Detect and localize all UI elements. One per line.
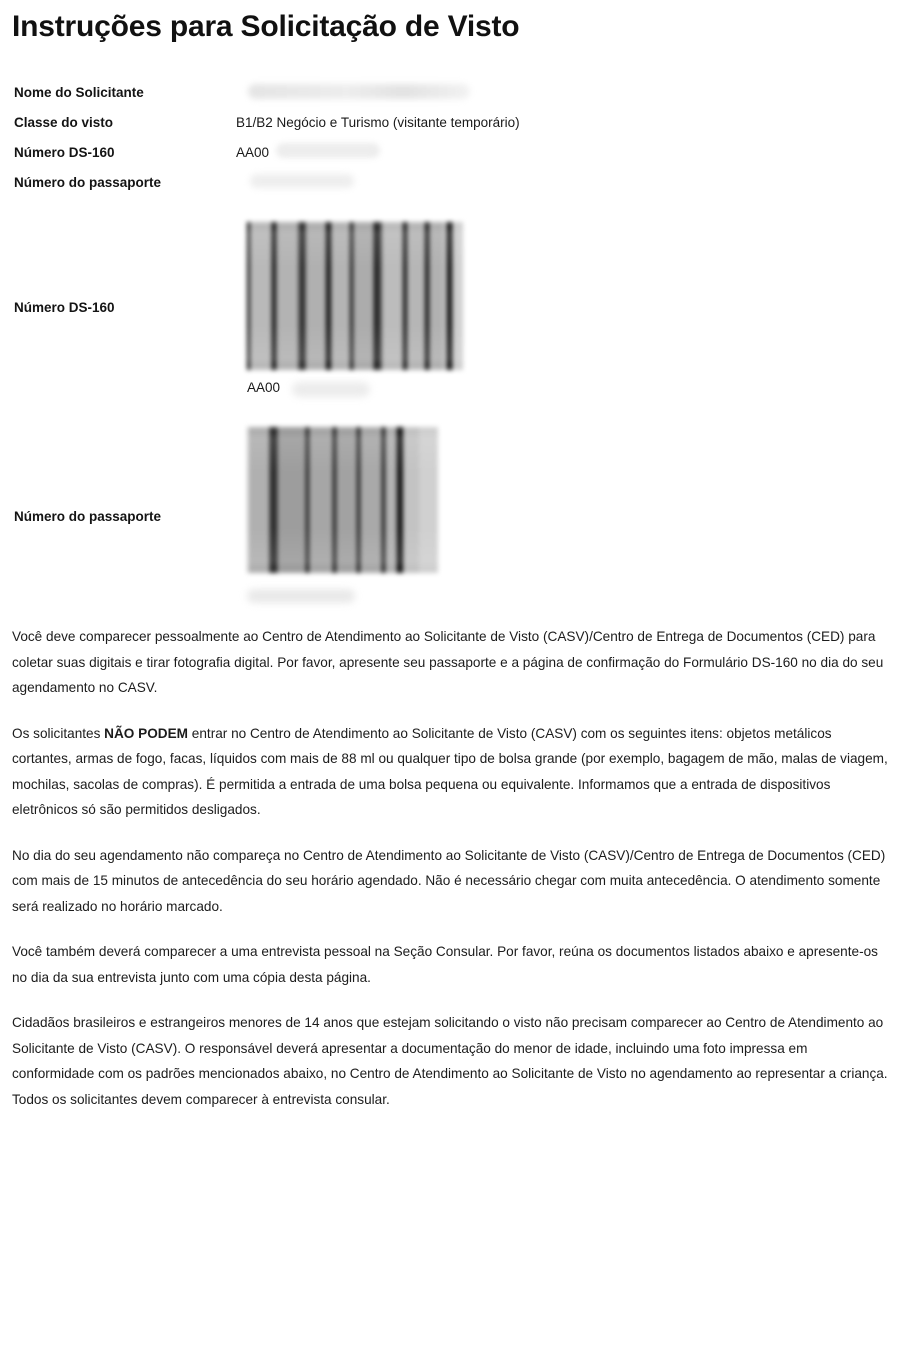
field-label-visa-class: Classe do visto [14, 115, 114, 130]
barcode-block-ds160 [14, 222, 884, 412]
redaction-barcode-caption-ds160 [292, 382, 370, 397]
instructions-body [12, 624, 888, 1132]
applicant-details [14, 78, 884, 198]
barcode-passport-icon [247, 427, 438, 573]
field-row-passport-number [14, 168, 884, 198]
redaction-barcode-caption-passport [247, 589, 355, 603]
paragraph-3: No dia do seu agendamento não compareça no Centro de Atendimento ao Solicitante de Visto (CASV)/Centro de Entrega de Documentos (CED) com mais de 15 minutos de antecedência do seu horário agendado. Não é necessário chegar com muita antecedência. O atendimento somente será realizado no horário marcado. [12, 847, 886, 914]
field-row-applicant-name [14, 78, 884, 108]
field-row-ds160-number [14, 138, 884, 168]
field-label-applicant-name: Nome do Solicitante [14, 85, 144, 100]
paragraph-1: Você deve comparecer pessoalmente ao Centro de Atendimento ao Solicitante de Visto (CASV)/Centro de Entrega de Documentos (CED) para coletar suas digitais e tirar fotografia digital. Por favor, apresente seu passaporte e a página de confirmação do Formulário DS-160 no dia do seu agendamento no CASV. [12, 629, 884, 695]
barcode-gloss [247, 436, 438, 565]
barcode-caption-ds160: AA00 [247, 380, 281, 395]
field-label-passport-number: Número do passaporte [14, 175, 162, 190]
field-value-ds160-number: AA00 [236, 145, 270, 160]
page-title: Instruções para Solicitação de Visto [12, 10, 520, 43]
barcode-gloss [247, 231, 463, 361]
barcode-label-passport: Número do passaporte [14, 509, 162, 524]
paragraph-4: Você também deverá comparecer a uma entrevista pessoal na Seção Consular. Por favor, reúna os documentos listados abaixo e apresente-os no dia da sua entrevista junto com uma cópia desta página. [12, 944, 878, 985]
barcode-label-ds160: Número DS-160 [14, 300, 115, 315]
field-label-ds160-number: Número DS-160 [14, 145, 115, 160]
redaction-applicant-name [248, 84, 470, 99]
redaction-ds160-number [276, 143, 380, 158]
paragraph-2: Os solicitantes NÃO PODEM entrar no Centro de Atendimento ao Solicitante de Visto (CASV) com os seguintes itens: objetos metálicos cortantes, armas de fogo, facas, líquidos com mais de 88 ml ou qualquer tipo de bolsa grande (por exemplo, bagagem de mão, malas de viagem, mochilas, sacolas de compras). É permitida a entrada de uma bolsa pequena ou equivalente. Informamos que a entrada de dispositivos eletrônicos só são permitidos desligados. [12, 725, 888, 817]
field-row-visa-class [14, 108, 884, 138]
barcode-ds160-icon [247, 222, 463, 370]
barcode-block-passport [14, 427, 884, 617]
field-value-visa-class: B1/B2 Negócio e Turismo (visitante temporário) [236, 115, 520, 130]
paragraph-5: Cidadãos brasileiros e estrangeiros menores de 14 anos que estejam solicitando o visto não precisam comparecer ao Centro de Atendimento ao Solicitante de Visto (CASV). O responsável deverá apresentar a documentação do menor de idade, incluindo uma foto impressa em conformidade com os padrões mencionados abaixo, no Centro de Atendimento ao Solicitante de Visto no agendamento ao representar a criança. Todos os solicitantes devem comparecer à entrevista consular. [12, 1015, 888, 1107]
redaction-passport-number [250, 174, 354, 188]
